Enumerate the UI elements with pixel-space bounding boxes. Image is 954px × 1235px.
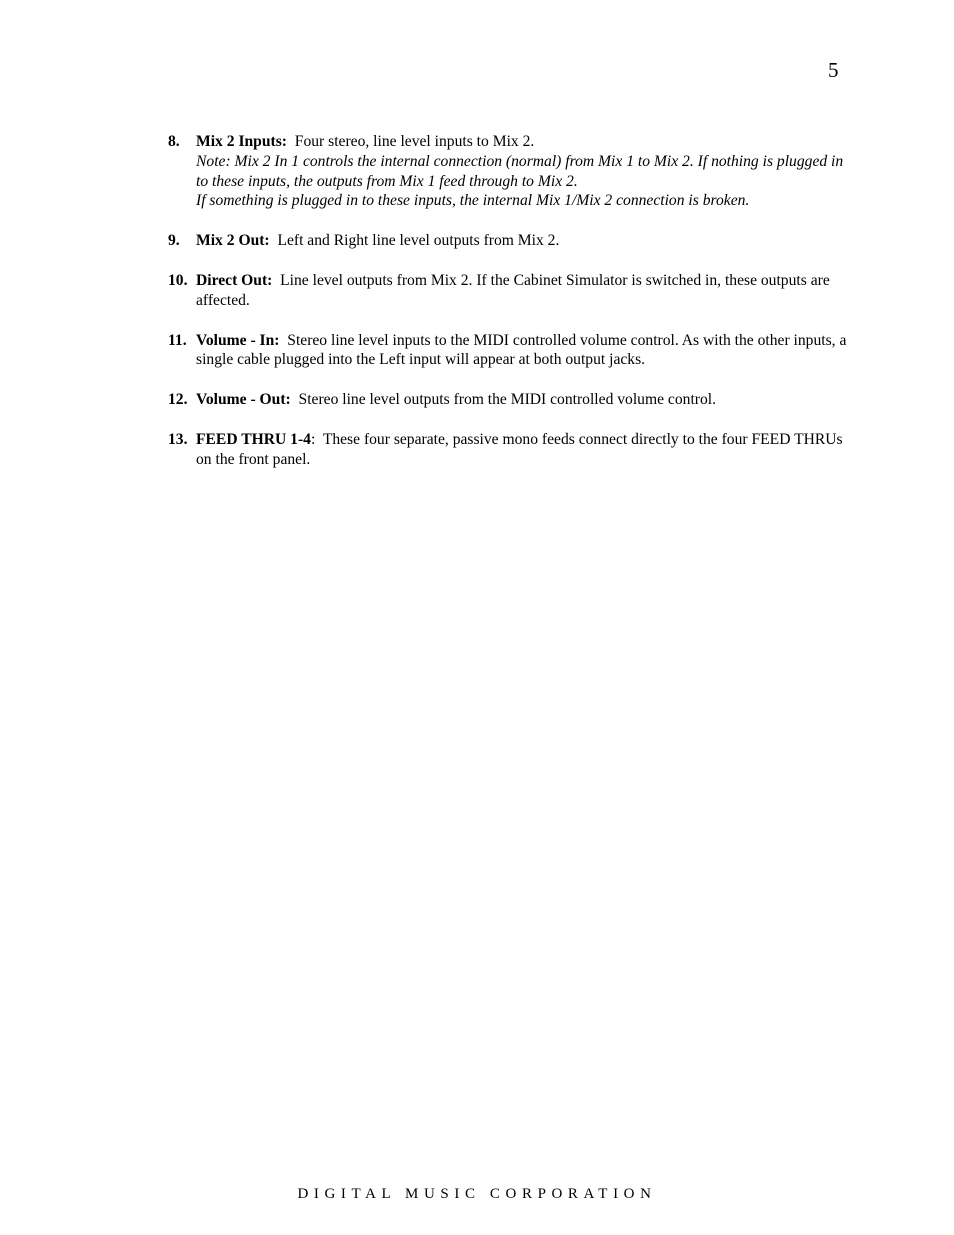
item-text: These four separate, passive mono feeds connect directly to the four FEED THRUs on the front panel.: [196, 430, 843, 468]
item-number: 9.: [168, 232, 180, 250]
item-number: 8.: [168, 133, 180, 150]
item-term: Mix 2 Out:: [196, 232, 270, 250]
footer-company-name: DIGITAL MUSIC CORPORATION: [297, 1186, 657, 1202]
list-item: [168, 390, 858, 410]
item-note: Note: Mix 2 In 1 controls the internal connection (normal) from Mix 1 to Mix 2. If nothing is plugged in to these inputs, the outputs from Mix 1 feed through to Mix 2.: [196, 152, 844, 190]
page-number: 5: [828, 58, 839, 82]
item-note: If something is plugged in to these inputs, the internal Mix 1/Mix 2 connection is broken.: [196, 192, 750, 210]
list-item: [168, 132, 858, 211]
item-term: Mix 2 Inputs:: [196, 133, 287, 150]
list-item: [168, 430, 858, 470]
list-item: [168, 331, 858, 371]
list-item: [168, 231, 858, 251]
item-number: 13.: [168, 430, 188, 448]
item-term: Volume - Out:: [196, 391, 291, 409]
item-text: Line level outputs from Mix 2. If the Cabinet Simulator is switched in, these outputs are affected.: [196, 271, 830, 309]
item-term-suffix: :: [310, 430, 316, 448]
item-number: 11.: [168, 331, 187, 349]
item-term: FEED THRU 1-4: [196, 430, 311, 448]
item-text: Four stereo, line level inputs to Mix 2.: [294, 133, 535, 150]
item-text: Stereo line level inputs to the MIDI controlled volume control. As with the other inputs, a single cable plugged into the Left input will appear at both output jacks.: [196, 331, 847, 369]
item-text: Stereo line level outputs from the MIDI controlled volume control.: [298, 391, 716, 409]
item-text: Left and Right line level outputs from Mix 2.: [277, 232, 560, 250]
item-term: Direct Out:: [196, 271, 273, 289]
list-item: [168, 271, 858, 311]
item-term: Volume - In:: [196, 331, 280, 349]
item-number: 12.: [168, 391, 188, 409]
item-list: [168, 132, 858, 490]
item-number: 10.: [168, 271, 188, 289]
